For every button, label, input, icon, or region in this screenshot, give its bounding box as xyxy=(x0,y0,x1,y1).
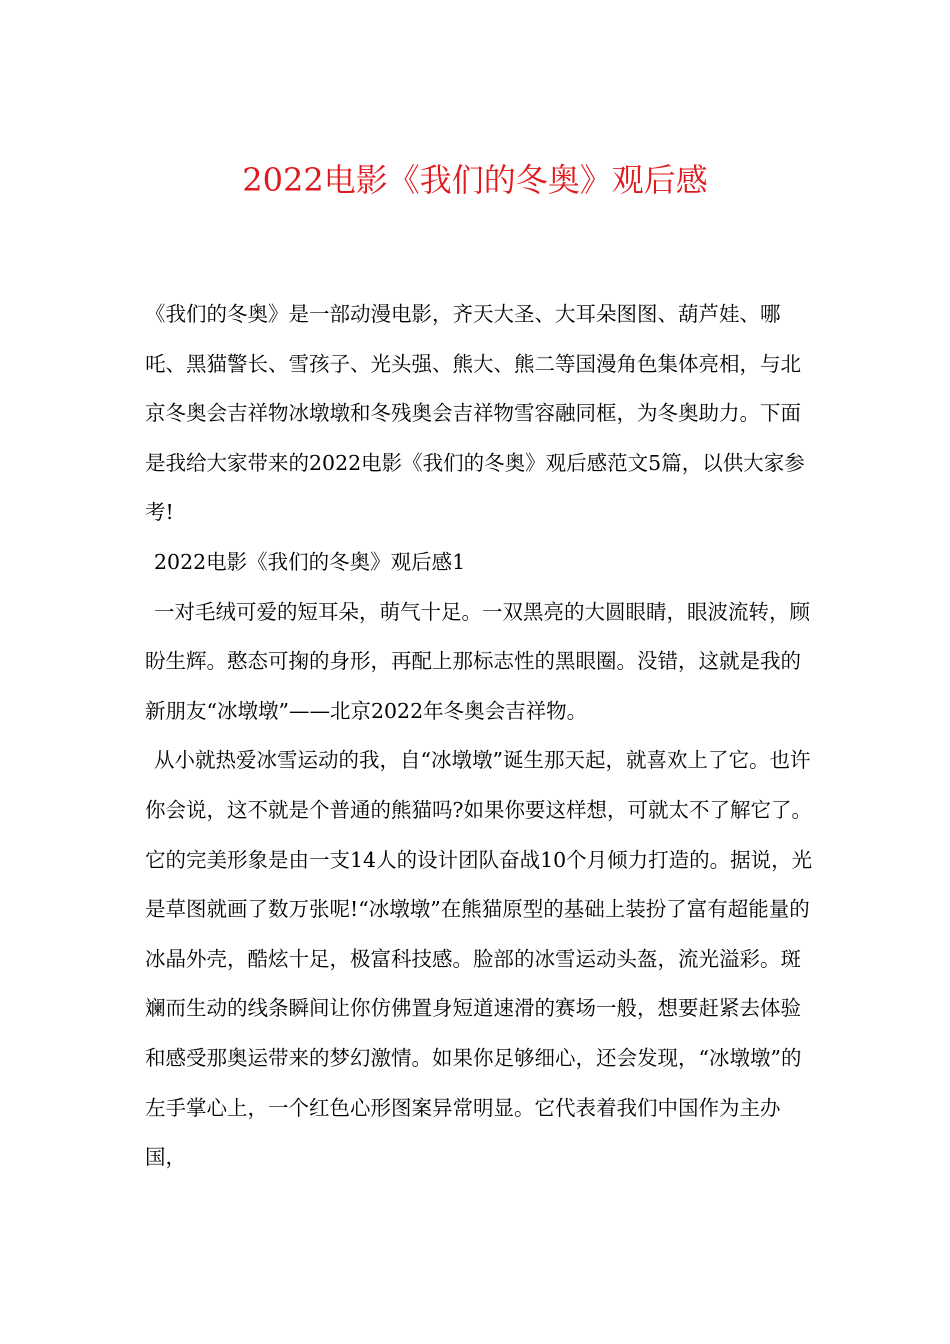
intro-paragraph: 《我们的冬奥》是一部动漫电影，齐天大圣、大耳朵图图、葫芦娃、哪吒、黑猫警长、雪孩子、光头强、熊大、熊二等国漫角色集体亮相，与北京冬奥会吉祥物冰墩墩和冬残奥会吉祥物雪容融同框，为冬奥助力。下面是我给大家带来的2022电影《我们的冬奥》观后感范文5篇，以供大家参考! xyxy=(145,302,805,525)
body-paragraph: 从小就热爱冰雪运动的我，自“冰墩墩”诞生那天起，就喜欢上了它。也许你会说，这不就是个普通的熊猫吗?如果你要这样想，可就太不了解它了。它的完美形象是由一支14人的设计团队奋战10个月倾力打造的。据说，光是草图就画了数万张呢!“冰墩墩”在熊猫原型的基础上装扮了富有超能量的冰晶外壳，酷炫十足，极富科技感。脸部的冰雪运动头盔，流光溢彩。斑斓而生动的线条瞬间让你仿佛置身短道速滑的赛场一般，想要赶紧去体验和感受那奥运带来的梦幻激情。如果你足够细心，还会发现，“冰墩墩”的左手掌心上，一个红色心形图案异常明显。它代表着我们中国作为主办国， xyxy=(145,748,813,1170)
document-title: 2022电影《我们的冬奥》观后感 xyxy=(242,161,708,199)
body-paragraph: 一对毛绒可爱的短耳朵，萌气十足。一双黑亮的大圆眼睛，眼波流转，顾盼生辉。憨态可掬的身形，再配上那标志性的黑眼圈。没错，这就是我的新朋友“冰墩墩”——北京2022年冬奥会吉祥物。 xyxy=(145,599,810,723)
section-heading: 2022电影《我们的冬奥》观后感1 xyxy=(154,549,466,574)
document-body xyxy=(145,290,815,1183)
